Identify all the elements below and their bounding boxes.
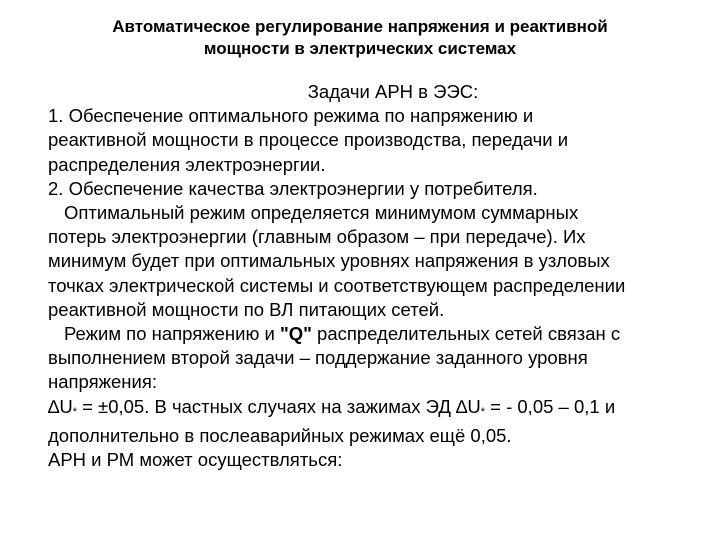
subscript-star-2: *	[480, 405, 485, 418]
slide-title	[40, 16, 680, 60]
tasks-heading: Задачи АРН в ЭЭС:	[307, 81, 479, 102]
item1-line-2: реактивной мощности в процессе производства, передачи и	[48, 129, 569, 151]
para1-line-5: реактивной мощности по ВЛ питающих сетей.	[48, 298, 445, 320]
para2-line-1	[48, 322, 698, 346]
para1-line-2: потерь электроэнергии (главным образом – при передаче). Их	[48, 226, 586, 248]
para1-line-3: минимум будет при оптимальных уровнях напряжения в узловых	[48, 250, 610, 272]
title-line-1: Автоматическое регулирование напряжения и реактивной	[112, 17, 608, 36]
para2-line-1-pre: Режим по напряжению и	[64, 323, 280, 345]
after-line-2: АРН и РМ может осуществляться:	[48, 449, 343, 471]
item1-line-1: 1. Обеспечение оптимального режима по напряжению и	[48, 105, 534, 127]
formula-text-2: = - 0,05 – 0,1 и	[485, 395, 616, 417]
q-symbol: "Q"	[279, 323, 312, 345]
para1-line-1: Оптимальный режим определяется минимумом суммарных	[64, 202, 579, 224]
formula-line	[48, 395, 698, 424]
para2-line-2: выполнением второй задачи – поддержание заданного уровня	[48, 347, 588, 369]
para1-line-4: точках электрической системы и соответствующем распределении	[48, 274, 626, 296]
after-line-1: дополнительно в послеаварийных режимах ещё 0,05.	[48, 424, 512, 446]
delta-u-1: ∆U	[48, 395, 73, 417]
formula-text-1: = ±0,05. В частных случаях на зажимах ЭД	[76, 395, 457, 417]
slide-body	[48, 80, 698, 472]
para2-line-3: напряжения:	[48, 371, 157, 393]
subscript-star-1: *	[72, 405, 77, 418]
item1-line-3: распределения электроэнергии.	[48, 153, 326, 175]
delta-u-2: ∆U	[456, 395, 481, 417]
item2-line: 2. Обеспечение качества электроэнергии у потребителя.	[48, 177, 538, 199]
title-line-2: мощности в электрических системах	[203, 39, 517, 58]
para2-line-1-post: распределительных сетей связан с	[311, 323, 621, 345]
